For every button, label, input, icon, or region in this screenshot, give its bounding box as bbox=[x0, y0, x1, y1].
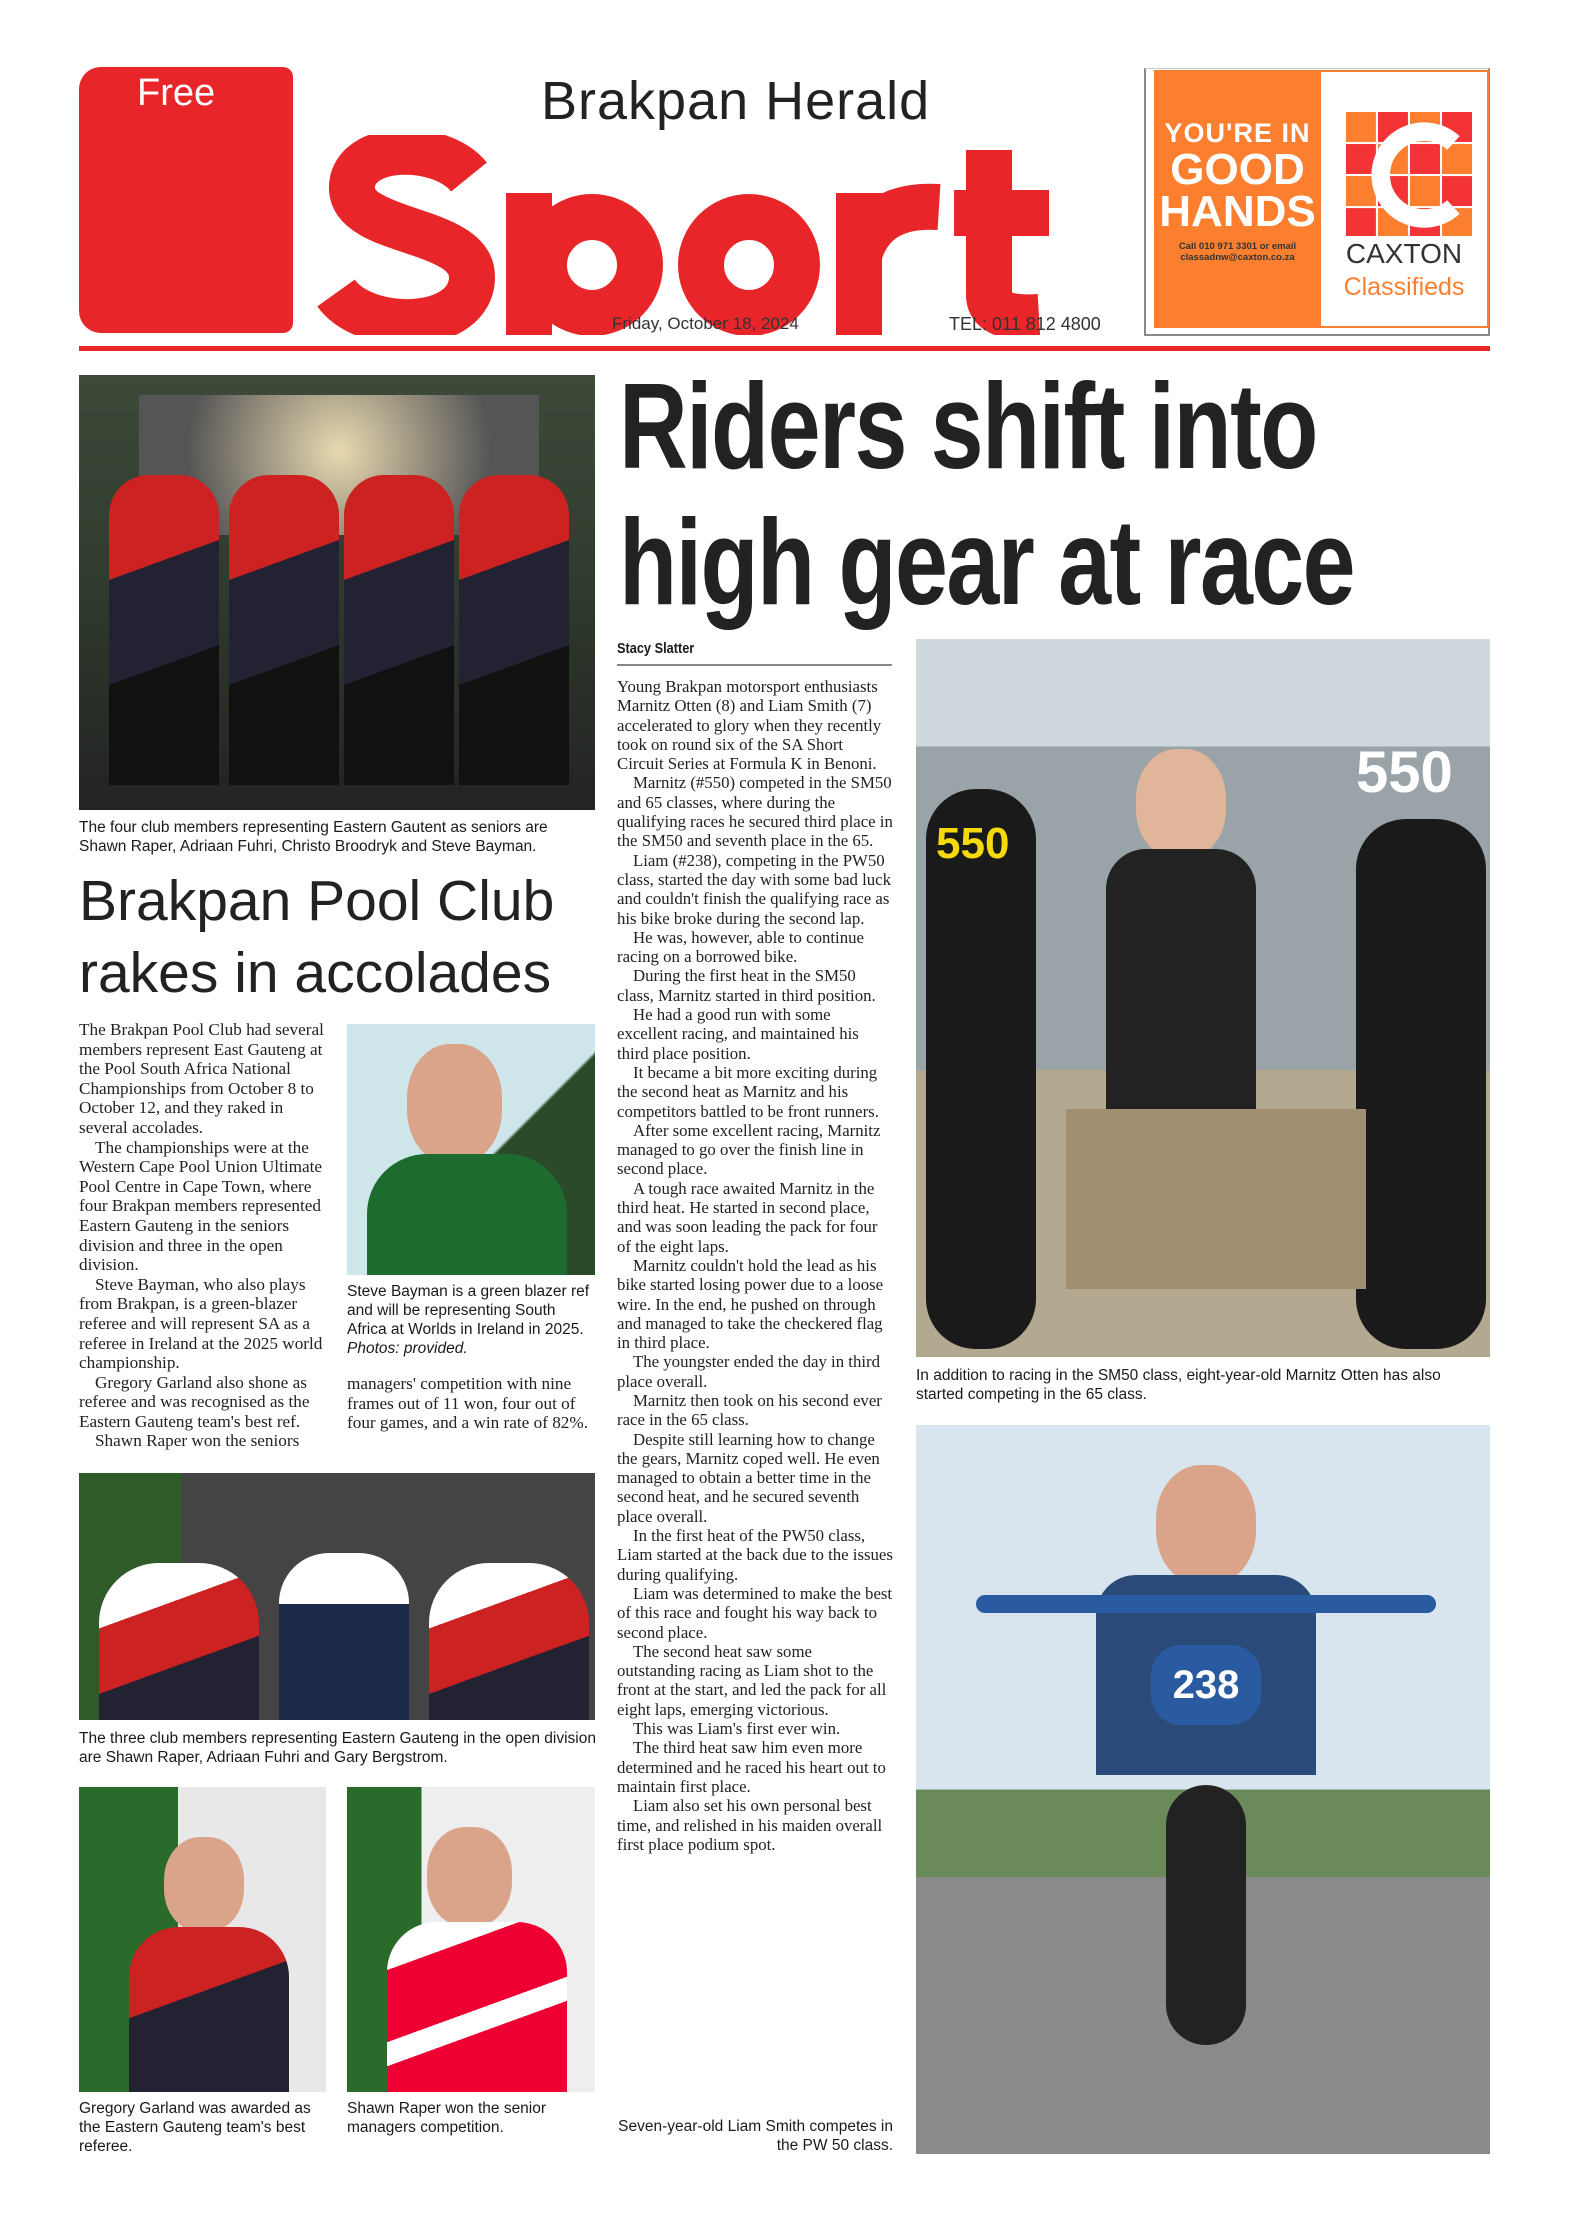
race-paragraph: He was, however, able to continue racing on a borrowed bike. bbox=[617, 927, 864, 967]
photo-open-team bbox=[79, 1473, 595, 1720]
photo-shawn-raper bbox=[347, 1787, 595, 2092]
race-paragraph: In the first heat of the PW50 class, Liam started at the back due to the issues during qualifying. bbox=[617, 1526, 893, 1584]
race-paragraph: Marnitz (#550) competed in the SM50 and 65 classes, where during the qualifying races he secured third place in the SM50 and seventh place in the 65. bbox=[617, 773, 893, 851]
bike-number: 238 bbox=[1151, 1645, 1261, 1725]
ad-contact-email: classadnw@caxton.co.za bbox=[1180, 252, 1295, 263]
race-body bbox=[617, 677, 893, 1854]
pool-paragraph: The championships were at the Western Cape Pool Union Ultimate Pool Centre in Cape Town, where four Brakpan members represented Eastern Gauteng in the seniors division and three in the open division. bbox=[79, 1137, 323, 1275]
race-paragraph: Liam also set his own personal best time, and relished in his maiden overall first place podium spot. bbox=[617, 1796, 883, 1854]
photo-seniors-caption: The four club members representing Eastern Gautent as seniors are Shawn Raper, Adriaan Fuhri, Christo Broodryk and Steve Bayman. bbox=[79, 819, 548, 855]
photo-gregory-caption: Gregory Garland was awarded as the Eastern Gauteng team's best referee. bbox=[79, 2100, 311, 2155]
paper-name: Brakpan Herald bbox=[541, 71, 931, 131]
pool-paragraph: Steve Bayman, who also plays from Brakpan, is a green-blazer referee and will represent SA as a referee in Ireland at the 2025 world championship. bbox=[79, 1274, 323, 1373]
race-headline-text: Riders shift into high gear at race bbox=[619, 358, 1355, 630]
ad-line2: GOOD bbox=[1170, 145, 1305, 194]
photo-shawn-caption: Shawn Raper won the senior managers competition. bbox=[347, 2100, 547, 2136]
race-paragraph: He had a good run with some excellent racing, and maintained his third place position. bbox=[617, 1005, 859, 1063]
ad-brand: CAXTON bbox=[1345, 238, 1463, 269]
race-paragraph: It became a bit more exciting during the second heat as Marnitz and his competitors battled to be front runners. bbox=[617, 1062, 879, 1121]
byline-divider bbox=[617, 664, 892, 666]
race-paragraph: The second heat saw some outstanding racing as Liam shot to the front at the start, and led the pack for all eight laps, emerging victorious. bbox=[617, 1641, 887, 1719]
ad-orange-panel bbox=[1154, 70, 1321, 328]
race-paragraph: After some excellent racing, Marnitz managed to go over the finish line in second place. bbox=[617, 1120, 881, 1179]
issue-date: Friday, October 18, 2024 bbox=[612, 314, 799, 333]
race-paragraph: Liam (#238), competing in the PW50 class, started the day with some bad luck and couldn't finish the qualifying race as his bike broke during the second lap. bbox=[617, 850, 892, 928]
caption-text: Steve Bayman is a green blazer ref and will be representing South Africa at Worlds in Ireland in 2025. bbox=[347, 1283, 590, 1338]
caxton-logo-icon bbox=[1345, 112, 1475, 236]
sport-logo bbox=[314, 135, 1119, 335]
pool-body bbox=[79, 1020, 327, 1451]
ad-line3: HANDS bbox=[1159, 187, 1316, 236]
photo-liam-smith bbox=[916, 1425, 1490, 2154]
race-paragraph: Marnitz couldn't hold the lead as his bike started losing power due to a loose wire. In the end, he pushed on through and managed to take the checkered flag in third place. bbox=[617, 1255, 884, 1353]
race-paragraph: The youngster ended the day in third place overall. bbox=[617, 1352, 880, 1391]
photo-open-team-caption: The three club members representing Eastern Gauteng in the open division are Shawn Raper, Adriaan Fuhri and Gary Bergstrom. bbox=[79, 1730, 596, 1766]
photo-liam-caption: Seven-year-old Liam Smith competes in the PW 50 class. bbox=[618, 2118, 893, 2154]
pool-body-continued: managers' competition with nine frames out of 11 won, four out of four games, and a win rate of 82%. bbox=[347, 1374, 589, 1433]
ad-logo-panel bbox=[1321, 70, 1489, 328]
race-paragraph: Young Brakpan motorsport enthusiasts Marnitz Otten (8) and Liam Smith (7) accelerated to glory when they recently took on round six of the SA Short Circuit Series at Formula K in Benoni. bbox=[617, 677, 882, 774]
bike-number: 550 bbox=[1356, 740, 1453, 805]
photo-marnitz-otten bbox=[916, 639, 1490, 1357]
race-paragraph: Despite still learning how to change the gears, Marnitz coped well. He even managed to obtain a better time in the second heat, and he secured seventh place overall. bbox=[617, 1429, 880, 1526]
race-paragraph: A tough race awaited Marnitz in the third heat. He started in second place, and was soon leading the pack for four of the eight laps. bbox=[617, 1178, 878, 1256]
race-headline bbox=[619, 358, 1422, 630]
pool-headline: Brakpan Pool Club rakes in accolades bbox=[79, 869, 555, 1005]
pool-paragraph: Shawn Raper won the seniors bbox=[95, 1431, 300, 1451]
race-paragraph: Marnitz then took on his second ever race in the 65 class. bbox=[617, 1390, 882, 1430]
byline: Stacy Slatter bbox=[617, 640, 695, 657]
photo-credit: Photos: provided. bbox=[347, 1340, 468, 1357]
photo-seniors-team bbox=[79, 375, 595, 810]
pool-paragraph: Gregory Garland also shone as referee and was recognised as the Eastern Gauteng team's best ref. bbox=[79, 1372, 310, 1431]
photo-steve-bayman bbox=[347, 1024, 595, 1275]
bike-number: 550 bbox=[936, 819, 1010, 868]
ad-line1: YOU'RE IN bbox=[1164, 118, 1311, 148]
pool-paragraph: The Brakpan Pool Club had several members represent East Gauteng at the Pool South Africa National Championships from October 8 to October 12, and they raked in several accolades. bbox=[79, 1020, 324, 1137]
free-label: Free bbox=[137, 72, 216, 114]
race-paragraph: During the first heat in the SM50 class, Marnitz started in third position. bbox=[617, 966, 876, 1005]
race-paragraph: Liam was determined to make the best of this race and fought his way back to second place. bbox=[617, 1583, 893, 1642]
telephone: TEL: 011 812 4800 bbox=[949, 314, 1101, 334]
race-paragraph: This was Liam's first ever win. bbox=[633, 1719, 841, 1739]
photo-marnitz-caption: In addition to racing in the SM50 class, eight-year-old Marnitz Otten has also started competing in the 65 class. bbox=[916, 1367, 1441, 1403]
ad-contact-phone: Call 010 971 3301 or email bbox=[1178, 241, 1297, 252]
masthead-divider bbox=[79, 346, 1490, 351]
photo-gregory-garland bbox=[79, 1787, 326, 2092]
ad-subbrand: Classifieds bbox=[1343, 273, 1465, 301]
photo-steve-bayman-caption bbox=[347, 1282, 597, 1358]
race-paragraph: The third heat saw him even more determined and he raced his heart out to maintain first place. bbox=[617, 1738, 886, 1796]
